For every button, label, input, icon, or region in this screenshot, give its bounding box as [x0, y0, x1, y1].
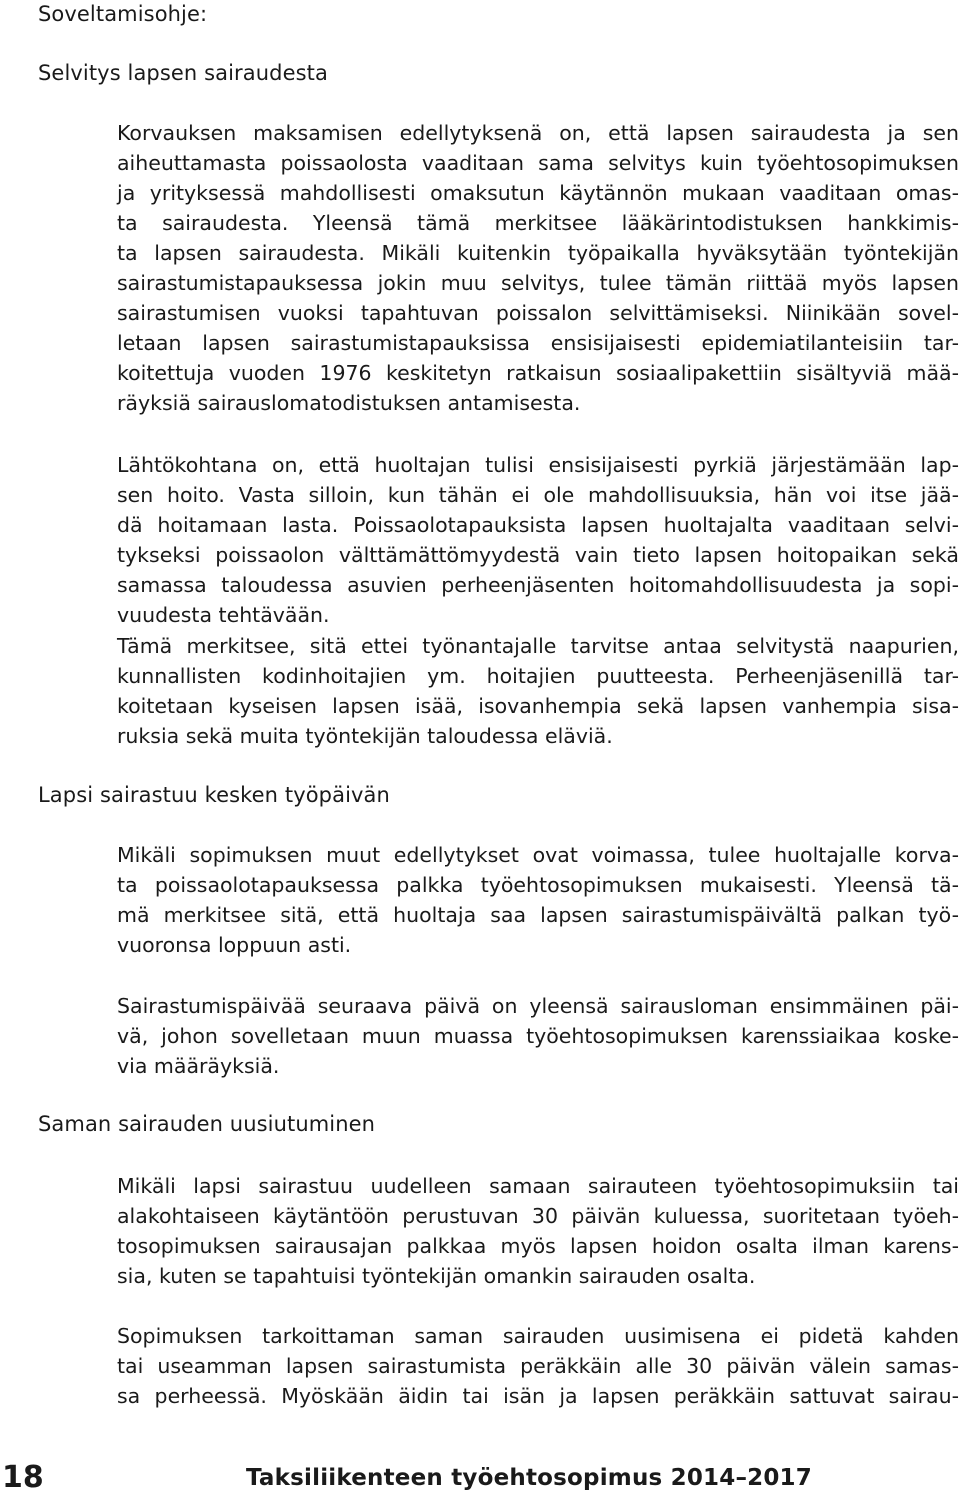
text-line: ja yrityksessä mahdollisesti omaksutun käytännön mukaan vaaditaan omas- [117, 181, 959, 205]
text-line: koitetaan kyseisen lapsen isää, isovanhempia sekä lapsen vanhempia sisa- [117, 694, 959, 718]
text-line: alakohtaiseen käytäntöön perustuvan 30 päivän kuluessa, suoritetaan työeh- [117, 1204, 959, 1228]
paragraph-reimbursement-conditions [117, 118, 959, 418]
text-line: kunnallisten kodinhoitajien ym. hoitajien puutteesta. Perheenjäsenillä tar- [117, 664, 959, 688]
text-line: koitettuja vuoden 1976 keskitetyn ratkaisun sosiaalipakettiin sisältyviä mää- [117, 361, 959, 385]
text-line: via määräyksiä. [117, 1054, 280, 1078]
paragraph-salary-compensation [117, 840, 959, 960]
text-line: ruksia sekä muita työntekijän taloudessa eläviä. [117, 724, 613, 748]
text-line: tosopimuksen sairausajan palkkaa myös lapsen hoidon osalta ilman karens- [117, 1234, 959, 1258]
footer-title: Taksiliikenteen työehtosopimus 2014–2017 [246, 1465, 812, 1491]
page-number: 18 [2, 1460, 44, 1495]
text-line: Mikäli sopimuksen muut edellytykset ovat voimassa, tulee huoltajalle korva- [117, 843, 959, 867]
section-heading-recurrence: Saman sairauden uusiutuminen [38, 1112, 376, 1136]
text-line: sen hoito. Vasta silloin, kun tähän ei ole mahdollisuuksia, hän voi itse jää- [117, 483, 959, 507]
text-line: mä merkitsee sitä, että huoltaja saa lapsen sairastumispäivältä palkan työ- [117, 903, 959, 927]
text-line: samassa taloudessa asuvien perheenjäsenten hoitomahdollisuudesta ja sopi- [117, 573, 959, 597]
text-line: ta lapsen sairaudesta. Mikäli kuitenkin työpaikalla hyväksytään työntekijän [117, 241, 959, 265]
paragraph-meaning [117, 631, 959, 751]
section-heading-child-illness-report: Selvitys lapsen sairaudesta [38, 61, 328, 85]
text-line: Korvauksen maksamisen edellytyksenä on, että lapsen sairaudesta ja sen [117, 121, 959, 145]
paragraph-starting-point [117, 450, 959, 630]
text-line: vä, johon sovelletaan muun muassa työehtosopimuksen karenssiaikaa koske- [117, 1024, 959, 1048]
paragraph-recurrence-within-30-days [117, 1171, 959, 1291]
text-line: aiheuttamasta poissaolosta vaaditaan sama selvitys kuin työehtosopimuksen [117, 151, 959, 175]
text-line: sairastumisen vuoksi tapahtuvan poissalon selvittämiseksi. Niinikään sovel- [117, 301, 959, 325]
section-heading-child-falls-ill-midday: Lapsi sairastuu kesken työpäivän [38, 783, 390, 807]
section-heading-guidelines: Soveltamisohje: [38, 2, 208, 26]
paragraph-following-day [117, 991, 959, 1081]
text-line: letaan lapsen sairastumistapauksissa ensisijaisesti epidemiatilanteisiin tar- [117, 331, 959, 355]
text-line: tai useamman lapsen sairastumista peräkkäin alle 30 päivän välein samas- [117, 1354, 959, 1378]
text-line: vuudesta tehtävään. [117, 603, 330, 627]
text-line: dä hoitamaan lasta. Poissaolotapauksista lapsen huoltajalta vaaditaan selvi- [117, 513, 959, 537]
text-line: ta sairaudesta. Yleensä tämä merkitsee lääkärintodistuksen hankkimis- [117, 211, 959, 235]
text-line: sia, kuten se tapahtuisi työntekijän omankin sairauden osalta. [117, 1264, 756, 1288]
text-line: räyksiä sairauslomatodistuksen antamisesta. [117, 391, 581, 415]
text-line: Lähtökohtana on, että huoltajan tulisi ensisijaisesti pyrkiä järjestämään lap- [117, 453, 959, 477]
paragraph-not-considered-recurrence [117, 1321, 959, 1411]
text-line: Mikäli lapsi sairastuu uudelleen samaan sairauteen työehtosopimuksiin tai [117, 1174, 959, 1198]
text-line: tykseksi poissaolon välttämättömyydestä vain tieto lapsen hoitopaikan sekä [117, 543, 959, 567]
text-line: Sairastumispäivää seuraava päivä on yleensä sairausloman ensimmäinen päi- [117, 994, 959, 1018]
text-line: Tämä merkitsee, sitä ettei työnantajalle tarvitse antaa selvitystä naapurien, [117, 634, 959, 658]
text-line: Sopimuksen tarkoittaman saman sairauden uusimisena ei pidetä kahden [117, 1324, 959, 1348]
text-line: ta poissaolotapauksessa palkka työehtosopimuksen mukaisesti. Yleensä tä- [117, 873, 959, 897]
text-line: sairastumistapauksessa jokin muu selvitys, tulee tämän riittää myös lapsen [117, 271, 959, 295]
text-line: sa perheessä. Myöskään äidin tai isän ja lapsen peräkkäin sattuvat sairau- [117, 1384, 959, 1408]
text-line: vuoronsa loppuun asti. [117, 933, 352, 957]
